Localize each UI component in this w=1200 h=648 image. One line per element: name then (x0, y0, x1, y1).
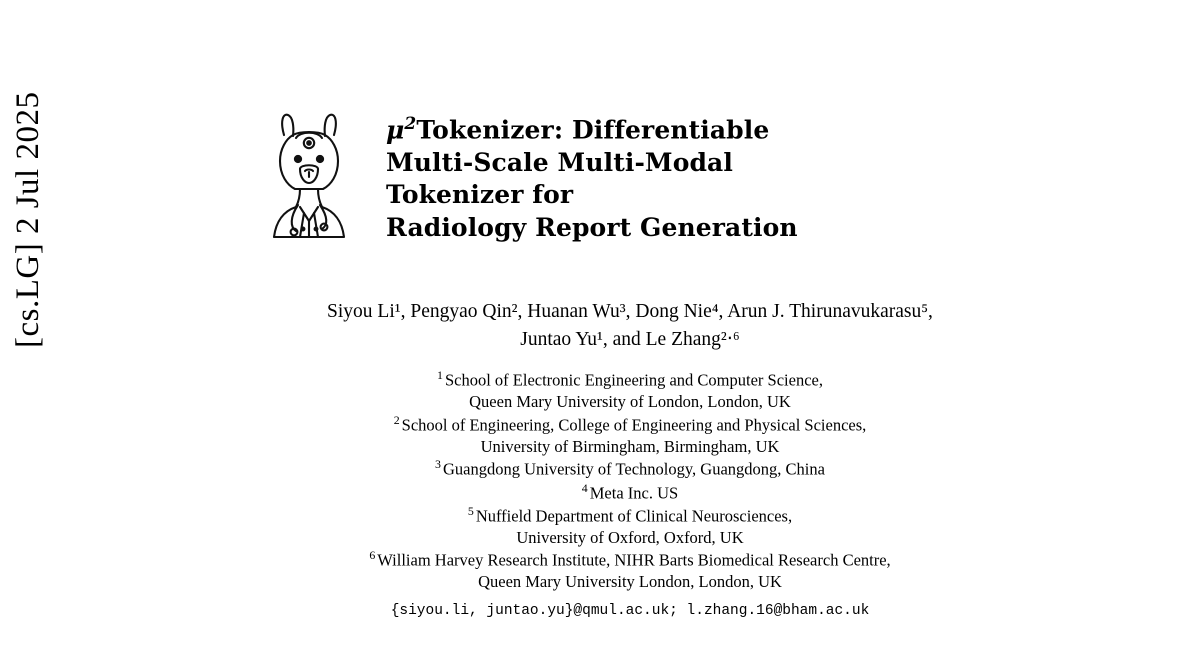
llama-mascot-icon (260, 105, 358, 240)
affiliation-3-marker: 3 (435, 457, 441, 472)
contact-emails-text: {siyou.li, juntao.yu}@qmul.ac.uk; l.zhang.16@bham.ac.uk (390, 603, 870, 620)
title-line-3: Tokenizer for (386, 180, 574, 210)
title-mu-exponent: 2 (404, 114, 417, 134)
affiliation-5-line-1 (200, 504, 1060, 527)
affiliation-3-line-1 (200, 457, 1060, 480)
affiliation-1-text-1: School of Electronic Engineering and Computer Science, (444, 370, 823, 390)
affiliation-1-marker: 1 (437, 368, 443, 382)
affiliation-1-line-1 (200, 368, 1060, 391)
page-title (386, 105, 798, 244)
affiliation-2-line-1 (200, 413, 1060, 436)
title-line-1 (386, 113, 798, 147)
affiliation-2-line-2: University of Birmingham, Birmingham, UK (480, 436, 780, 456)
author-line-1: Siyou Li¹, Pengyao Qin², Huanan Wu³, Dong Nie⁴, Arun J. Thirunavukarasu⁵, (327, 301, 933, 322)
affiliation-4-text-1: Meta Inc. US (589, 483, 679, 503)
affiliation-5-text-1: Nuffield Department of Clinical Neurosciences, (475, 506, 793, 526)
affiliation-5-marker: 5 (467, 503, 474, 518)
affiliation-2-marker: 2 (393, 412, 400, 427)
title-line-4: Radiology Report Generation (386, 212, 798, 242)
paper-header (200, 0, 1060, 648)
title-line-2: Multi-Scale Multi-Modal (386, 147, 733, 177)
affiliation-6-line-2: Queen Mary University London, London, UK (478, 572, 782, 592)
title-mu: μ (386, 115, 405, 145)
affiliation-6-marker: 6 (369, 548, 376, 563)
affiliation-4-marker: 4 (581, 480, 588, 495)
author-list (200, 298, 1060, 353)
affiliation-1-line-2: Queen Mary University of London, London, UK (469, 392, 791, 412)
affiliation-6-line-1 (200, 548, 1060, 571)
affiliation-list (200, 368, 1060, 621)
affiliation-4-line-1 (200, 481, 1060, 504)
affiliation-6-text-1: William Harvey Research Institute, NIHR Barts Biomedical Research Centre, (377, 550, 891, 570)
affiliation-5-line-2: University of Oxford, Oxford, UK (516, 527, 744, 547)
contact-emails (200, 600, 1060, 621)
affiliation-3-text-1: Guangdong University of Technology, Guangdong, China (442, 459, 825, 479)
author-line-2: Juntao Yu¹, and Le Zhang²‧⁶ (520, 328, 740, 350)
arxiv-stamp: [cs.LG] 2 Jul 2025 (10, 91, 46, 348)
title-block (260, 105, 798, 244)
affiliation-2-text-1: School of Engineering, College of Engineering and Physical Sciences, (401, 415, 867, 435)
title-line-1-text: Tokenizer: Differentiable (416, 115, 770, 145)
